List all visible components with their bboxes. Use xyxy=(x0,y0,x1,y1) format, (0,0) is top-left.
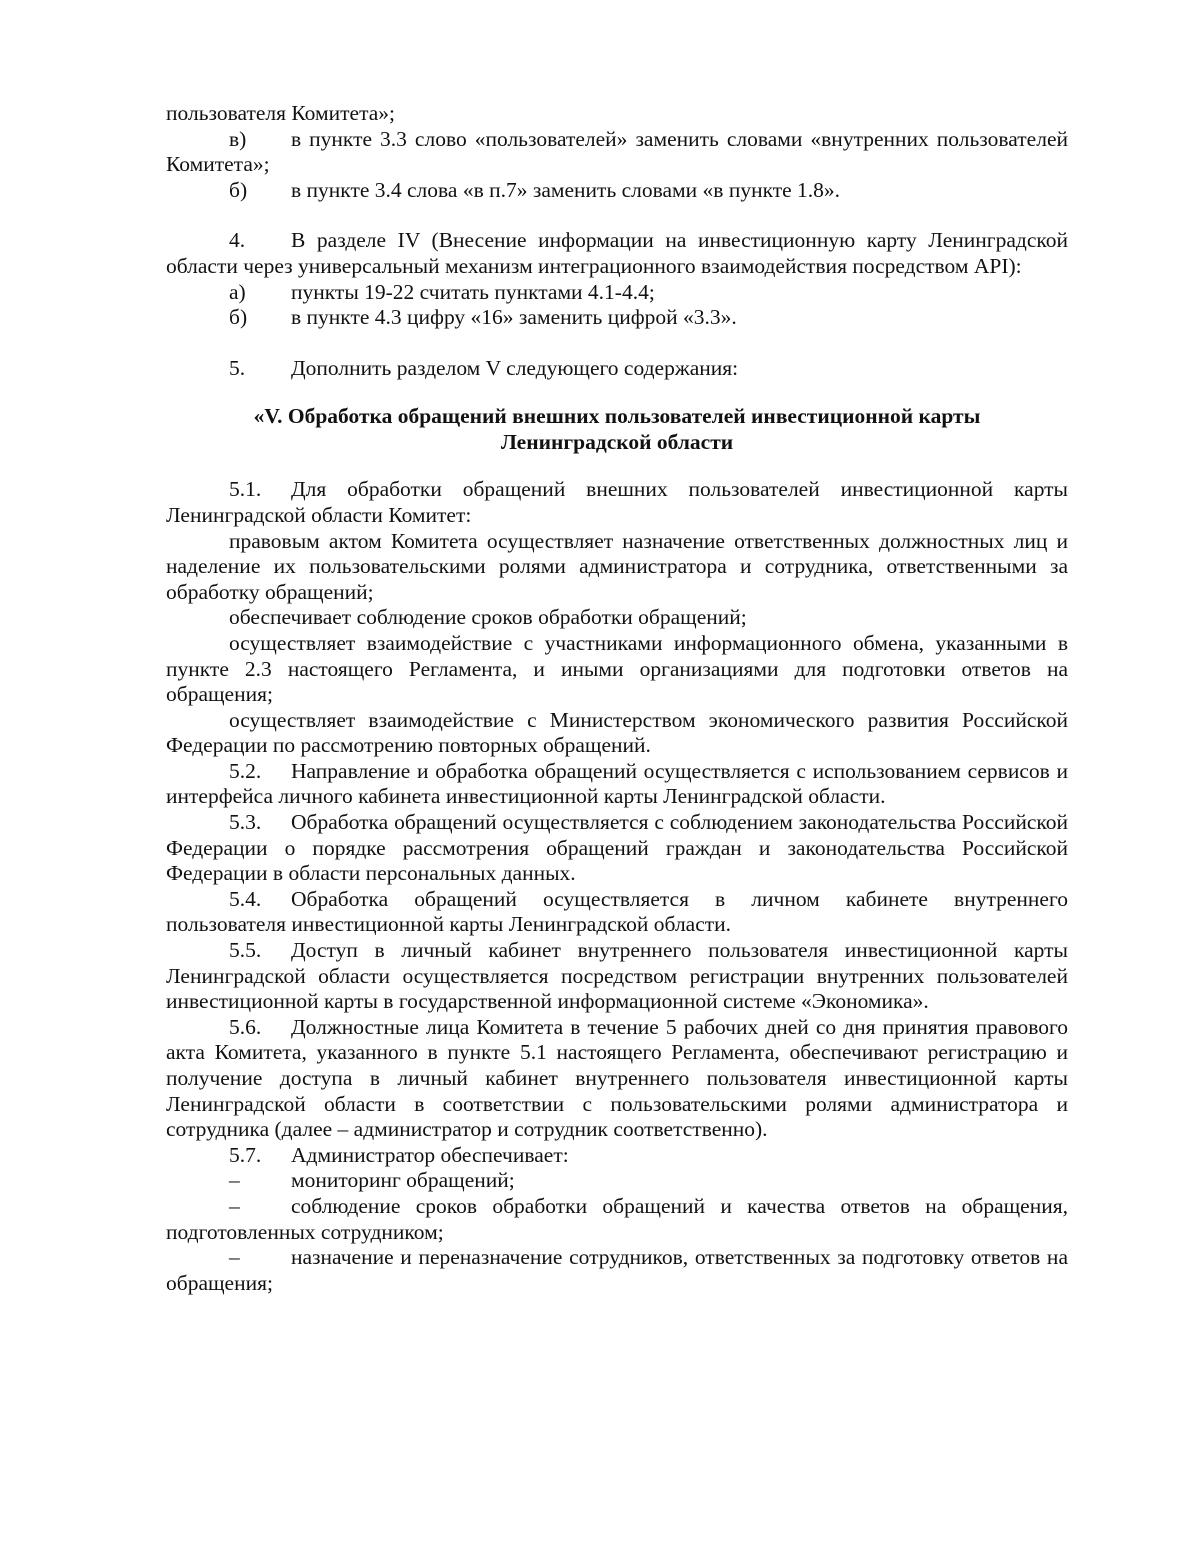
point-marker: 5.6. xyxy=(229,1014,262,1039)
top-fragment: пользователя Комитета»; xyxy=(166,101,395,125)
item-4-b xyxy=(166,305,1068,331)
section-heading-line2: Ленинградской области xyxy=(500,430,734,455)
point-marker: 5.3. xyxy=(229,810,262,835)
dash-item-text: мониторинг обращений; xyxy=(291,1168,515,1193)
item-text: в пункте 3.4 слова «в п.7» заменить словами «в пункте 1.8». xyxy=(291,177,841,202)
point-marker: 5.1. xyxy=(229,477,262,502)
dash-item-text: назначение и переназначение сотрудников, ответственных за подготовку ответов на обращения; xyxy=(166,1245,1068,1295)
paragraph-text: Дополнить разделом V следующего содержания: xyxy=(291,355,739,380)
item-text: пункты 19-22 считать пунктами 4.1-4.4; xyxy=(291,279,655,304)
document-body xyxy=(166,101,1068,1296)
paragraph-4 xyxy=(166,228,1068,279)
section-heading-line1: «V. Обработка обращений внешних пользователей инвестиционной карты xyxy=(253,404,981,429)
point-5-6 xyxy=(166,1015,1068,1143)
point-text: Должностные лица Комитета в течение 5 рабочих дней со дня принятия правового акта Комитета, указанного в пункте 5.1 настоящего Регламента, обеспечивают регистрацию и получение доступа в личный кабинет внутреннего пользователя инвестиционной карты Ленинградской области в соответствии с пользовательскими ролями администратора и сотрудника (далее – администратор и сотрудник соответственно). xyxy=(166,1014,1068,1142)
point-text: Доступ в личный кабинет внутреннего пользователя инвестиционной карты Ленинградской области осуществляется посредством регистрации внутренних пользователей инвестиционной карты в государственной информационной системе «Экономика». xyxy=(166,938,1068,1014)
item-text: в пункте 4.3 цифру «16» заменить цифрой «3.3». xyxy=(291,305,737,330)
item-marker: а) xyxy=(229,279,246,304)
point-5-1-subitem: осуществляет взаимодействие с участниками информационного обмена, указанными в пункте 2.3 настоящего Регламента, и иными организациями для подготовки ответов на обращения; xyxy=(166,630,1068,707)
point-marker: 5.2. xyxy=(229,758,262,783)
point-marker: 5.7. xyxy=(229,1142,262,1167)
point-5-5 xyxy=(166,938,1068,1015)
point-text: Направление и обработка обращений осуществляется с использованием сервисов и интерфейса личного кабинета инвестиционной карты Ленинградской области. xyxy=(166,758,1068,809)
point-5-1-subitem: обеспечивает соблюдение сроков обработки обращений; xyxy=(229,605,747,630)
point-text: Обработка обращений осуществляется в личном кабинете внутреннего пользователя инвестиционной карты Ленинградской области. xyxy=(166,886,1068,937)
point-5-1-subitem: осуществляет взаимодействие с Министерством экономического развития Российской Федерации по рассмотрению повторных обращений. xyxy=(166,707,1068,758)
dash-item xyxy=(166,1168,1068,1194)
item-3-b xyxy=(166,178,1068,204)
point-text: Для обработки обращений внешних пользователей инвестиционной карты Ленинградской области Комитет: xyxy=(166,477,1068,527)
paragraph-5 xyxy=(166,356,1068,382)
point-text: Обработка обращений осуществляется с соблюдением законодательства Российской Федерации о порядке рассмотрения обращений граждан и законодательства Российской Федерации в области персональных данных. xyxy=(166,810,1068,886)
point-5-3 xyxy=(166,810,1068,887)
point-marker: 5.4. xyxy=(229,886,262,911)
point-text: Администратор обеспечивает: xyxy=(291,1142,569,1167)
item-4-a xyxy=(166,280,1068,306)
point-5-1 xyxy=(166,477,1068,528)
item-3-v xyxy=(166,127,1068,178)
point-5-7 xyxy=(166,1143,1068,1169)
point-5-1-subitem: правовым актом Комитета осуществляет назначение ответственных должностных лиц и наделение их пользовательскими ролями администратора и сотрудника, ответственными за обработку обращений; xyxy=(166,528,1068,604)
paragraph-marker: 5. xyxy=(229,355,246,380)
spacer xyxy=(166,203,1068,228)
point-5-4 xyxy=(166,887,1068,938)
paragraph-marker: 4. xyxy=(229,228,246,253)
dash-marker: – xyxy=(229,1193,240,1218)
item-text: в пункте 3.3 слово «пользователей» заменить словами «внутренних пользователей Комитета»; xyxy=(166,126,1068,177)
spacer xyxy=(166,455,1068,477)
spacer xyxy=(166,381,1068,403)
dash-marker: – xyxy=(229,1168,240,1193)
dash-item xyxy=(166,1245,1068,1296)
point-5-2 xyxy=(166,759,1068,810)
item-marker: б) xyxy=(229,305,248,330)
dash-marker: – xyxy=(229,1245,240,1270)
spacer xyxy=(166,331,1068,356)
dash-item xyxy=(166,1194,1068,1245)
dash-item-text: соблюдение сроков обработки обращений и качества ответов на обращения, подготовленных сотрудником; xyxy=(166,1193,1068,1244)
item-marker: в) xyxy=(229,126,247,151)
paragraph-text: В разделе IV (Внесение информации на инвестиционную карту Ленинградской области через универсальный механизм интеграционного взаимодействия посредством API): xyxy=(166,228,1068,278)
point-marker: 5.5. xyxy=(229,938,262,963)
item-marker: б) xyxy=(229,177,248,202)
